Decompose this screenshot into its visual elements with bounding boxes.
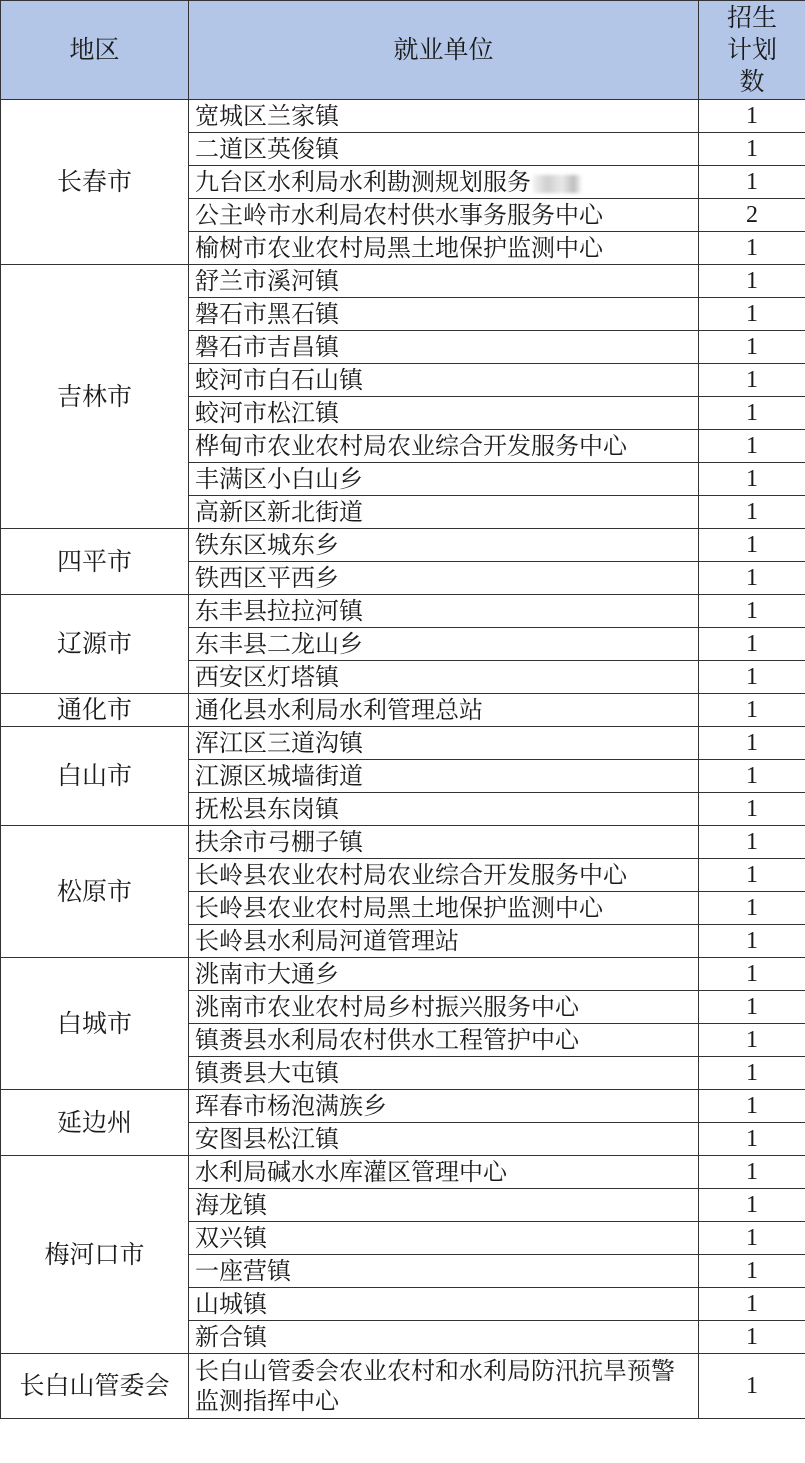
unit-text: 东丰县拉拉河镇	[195, 597, 363, 625]
unit-cell	[189, 1255, 699, 1288]
table-row	[1, 265, 805, 298]
region-cell: 延边州	[1, 1090, 189, 1156]
unit-cell	[189, 199, 699, 232]
count-cell: 1	[699, 727, 805, 760]
table-row	[1, 1354, 805, 1419]
unit-cell	[189, 364, 699, 397]
unit-text: 东丰县二龙山乡	[195, 630, 363, 658]
count-cell: 1	[699, 958, 805, 991]
header-unit: 就业单位	[189, 1, 699, 100]
unit-cell	[189, 562, 699, 595]
unit-cell	[189, 496, 699, 529]
unit-text: 洮南市农业农村局乡村振兴服务中心	[195, 993, 579, 1021]
unit-cell	[189, 1321, 699, 1354]
region-cell: 长白山管委会	[1, 1354, 189, 1419]
unit-text: 水利局碱水水库灌区管理中心	[195, 1158, 507, 1186]
unit-text: 长白山管委会农业农村和水利局防汛抗旱预警监测指挥中心	[195, 1357, 675, 1415]
obscured-text-mark	[533, 175, 581, 193]
region-cell: 吉林市	[1, 265, 189, 529]
table-row	[1, 694, 805, 727]
unit-cell	[189, 892, 699, 925]
count-cell: 1	[699, 100, 805, 133]
count-cell: 1	[699, 397, 805, 430]
unit-text: 安图县松江镇	[195, 1125, 339, 1153]
header-region: 地区	[1, 1, 189, 100]
region-cell: 梅河口市	[1, 1156, 189, 1354]
unit-text: 铁西区平西乡	[195, 564, 339, 592]
unit-text: 一座营镇	[195, 1257, 291, 1285]
count-cell: 1	[699, 694, 805, 727]
count-cell: 1	[699, 562, 805, 595]
unit-text: 山城镇	[195, 1290, 267, 1318]
unit-cell	[189, 1222, 699, 1255]
table-row	[1, 595, 805, 628]
header-count-label: 招生计划数	[726, 2, 777, 96]
count-cell: 1	[699, 595, 805, 628]
unit-cell	[189, 1090, 699, 1123]
unit-cell	[189, 166, 699, 199]
unit-cell	[189, 991, 699, 1024]
unit-cell	[189, 727, 699, 760]
region-cell: 松原市	[1, 826, 189, 958]
unit-cell	[189, 265, 699, 298]
count-cell: 1	[699, 364, 805, 397]
unit-cell	[189, 1057, 699, 1090]
count-cell: 1	[699, 925, 805, 958]
count-cell: 1	[699, 793, 805, 826]
unit-cell	[189, 595, 699, 628]
unit-text: 磐石市黑石镇	[195, 300, 339, 328]
unit-text: 二道区英俊镇	[195, 135, 339, 163]
region-cell: 白城市	[1, 958, 189, 1090]
unit-cell	[189, 760, 699, 793]
unit-text: 海龙镇	[195, 1191, 267, 1219]
count-cell: 1	[699, 859, 805, 892]
unit-cell	[189, 859, 699, 892]
unit-text: 西安区灯塔镇	[195, 663, 339, 691]
unit-text: 磐石市吉昌镇	[195, 333, 339, 361]
unit-text: 长岭县农业农村局农业综合开发服务中心	[195, 861, 627, 889]
unit-text: 丰满区小白山乡	[195, 465, 363, 493]
count-cell: 2	[699, 199, 805, 232]
unit-text: 舒兰市溪河镇	[195, 267, 339, 295]
table-row	[1, 529, 805, 562]
unit-text: 通化县水利局水利管理总站	[195, 696, 483, 724]
region-cell: 通化市	[1, 694, 189, 727]
count-cell: 1	[699, 760, 805, 793]
unit-cell	[189, 430, 699, 463]
count-cell: 1	[699, 496, 805, 529]
unit-text: 公主岭市水利局农村供水事务服务中心	[195, 201, 603, 229]
unit-text: 九台区水利局水利勘测规划服务	[195, 168, 531, 196]
unit-cell	[189, 694, 699, 727]
region-cell: 白山市	[1, 727, 189, 826]
count-cell: 1	[699, 991, 805, 1024]
count-cell: 1	[699, 826, 805, 859]
unit-cell	[189, 331, 699, 364]
count-cell: 1	[699, 1156, 805, 1189]
count-cell: 1	[699, 1255, 805, 1288]
unit-cell	[189, 529, 699, 562]
count-cell: 1	[699, 1321, 805, 1354]
count-cell: 1	[699, 1057, 805, 1090]
unit-cell	[189, 397, 699, 430]
unit-text: 双兴镇	[195, 1224, 267, 1252]
unit-text: 扶余市弓棚子镇	[195, 828, 363, 856]
unit-text: 长岭县水利局河道管理站	[195, 927, 459, 955]
unit-text: 抚松县东岗镇	[195, 795, 339, 823]
count-cell: 1	[699, 331, 805, 364]
unit-cell	[189, 133, 699, 166]
unit-cell	[189, 1354, 699, 1419]
count-cell: 1	[699, 133, 805, 166]
unit-text: 新合镇	[195, 1323, 267, 1351]
count-cell: 1	[699, 1222, 805, 1255]
header-count	[699, 1, 805, 100]
unit-cell	[189, 661, 699, 694]
unit-cell	[189, 232, 699, 265]
unit-cell	[189, 1156, 699, 1189]
unit-cell	[189, 925, 699, 958]
unit-cell	[189, 826, 699, 859]
unit-text: 蛟河市松江镇	[195, 399, 339, 427]
count-cell: 1	[699, 1354, 805, 1419]
count-cell: 1	[699, 628, 805, 661]
unit-text: 洮南市大通乡	[195, 960, 339, 988]
unit-text: 镇赉县大屯镇	[195, 1059, 339, 1087]
region-cell: 长春市	[1, 100, 189, 265]
count-cell: 1	[699, 1090, 805, 1123]
unit-cell	[189, 958, 699, 991]
count-cell: 1	[699, 166, 805, 199]
table-row	[1, 100, 805, 133]
unit-cell	[189, 1024, 699, 1057]
unit-cell	[189, 628, 699, 661]
unit-text: 蛟河市白石山镇	[195, 366, 363, 394]
count-cell: 1	[699, 1189, 805, 1222]
count-cell: 1	[699, 430, 805, 463]
count-cell: 1	[699, 892, 805, 925]
count-cell: 1	[699, 265, 805, 298]
unit-text: 铁东区城东乡	[195, 531, 339, 559]
unit-text: 宽城区兰家镇	[195, 102, 339, 130]
unit-text: 榆树市农业农村局黑土地保护监测中心	[195, 234, 603, 262]
unit-cell	[189, 1123, 699, 1156]
table-row	[1, 727, 805, 760]
count-cell: 1	[699, 529, 805, 562]
region-cell: 四平市	[1, 529, 189, 595]
count-cell: 1	[699, 661, 805, 694]
count-cell: 1	[699, 298, 805, 331]
unit-text: 浑江区三道沟镇	[195, 729, 363, 757]
count-cell: 1	[699, 1123, 805, 1156]
unit-text: 江源区城墙街道	[195, 762, 363, 790]
unit-cell	[189, 1189, 699, 1222]
table-row	[1, 826, 805, 859]
unit-text: 高新区新北街道	[195, 498, 363, 526]
table-row	[1, 958, 805, 991]
unit-cell	[189, 1288, 699, 1321]
header-row	[1, 1, 805, 100]
count-cell: 1	[699, 1288, 805, 1321]
unit-cell	[189, 100, 699, 133]
region-cell: 辽源市	[1, 595, 189, 694]
unit-text: 长岭县农业农村局黑土地保护监测中心	[195, 894, 603, 922]
table-row	[1, 1090, 805, 1123]
unit-cell	[189, 298, 699, 331]
table-row	[1, 1156, 805, 1189]
unit-cell	[189, 463, 699, 496]
unit-cell	[189, 793, 699, 826]
count-cell: 1	[699, 463, 805, 496]
unit-text: 镇赉县水利局农村供水工程管护中心	[195, 1026, 579, 1054]
count-cell: 1	[699, 232, 805, 265]
unit-text: 珲春市杨泡满族乡	[195, 1092, 387, 1120]
unit-text: 桦甸市农业农村局农业综合开发服务中心	[195, 432, 627, 460]
table-body	[1, 100, 805, 1419]
count-cell: 1	[699, 1024, 805, 1057]
